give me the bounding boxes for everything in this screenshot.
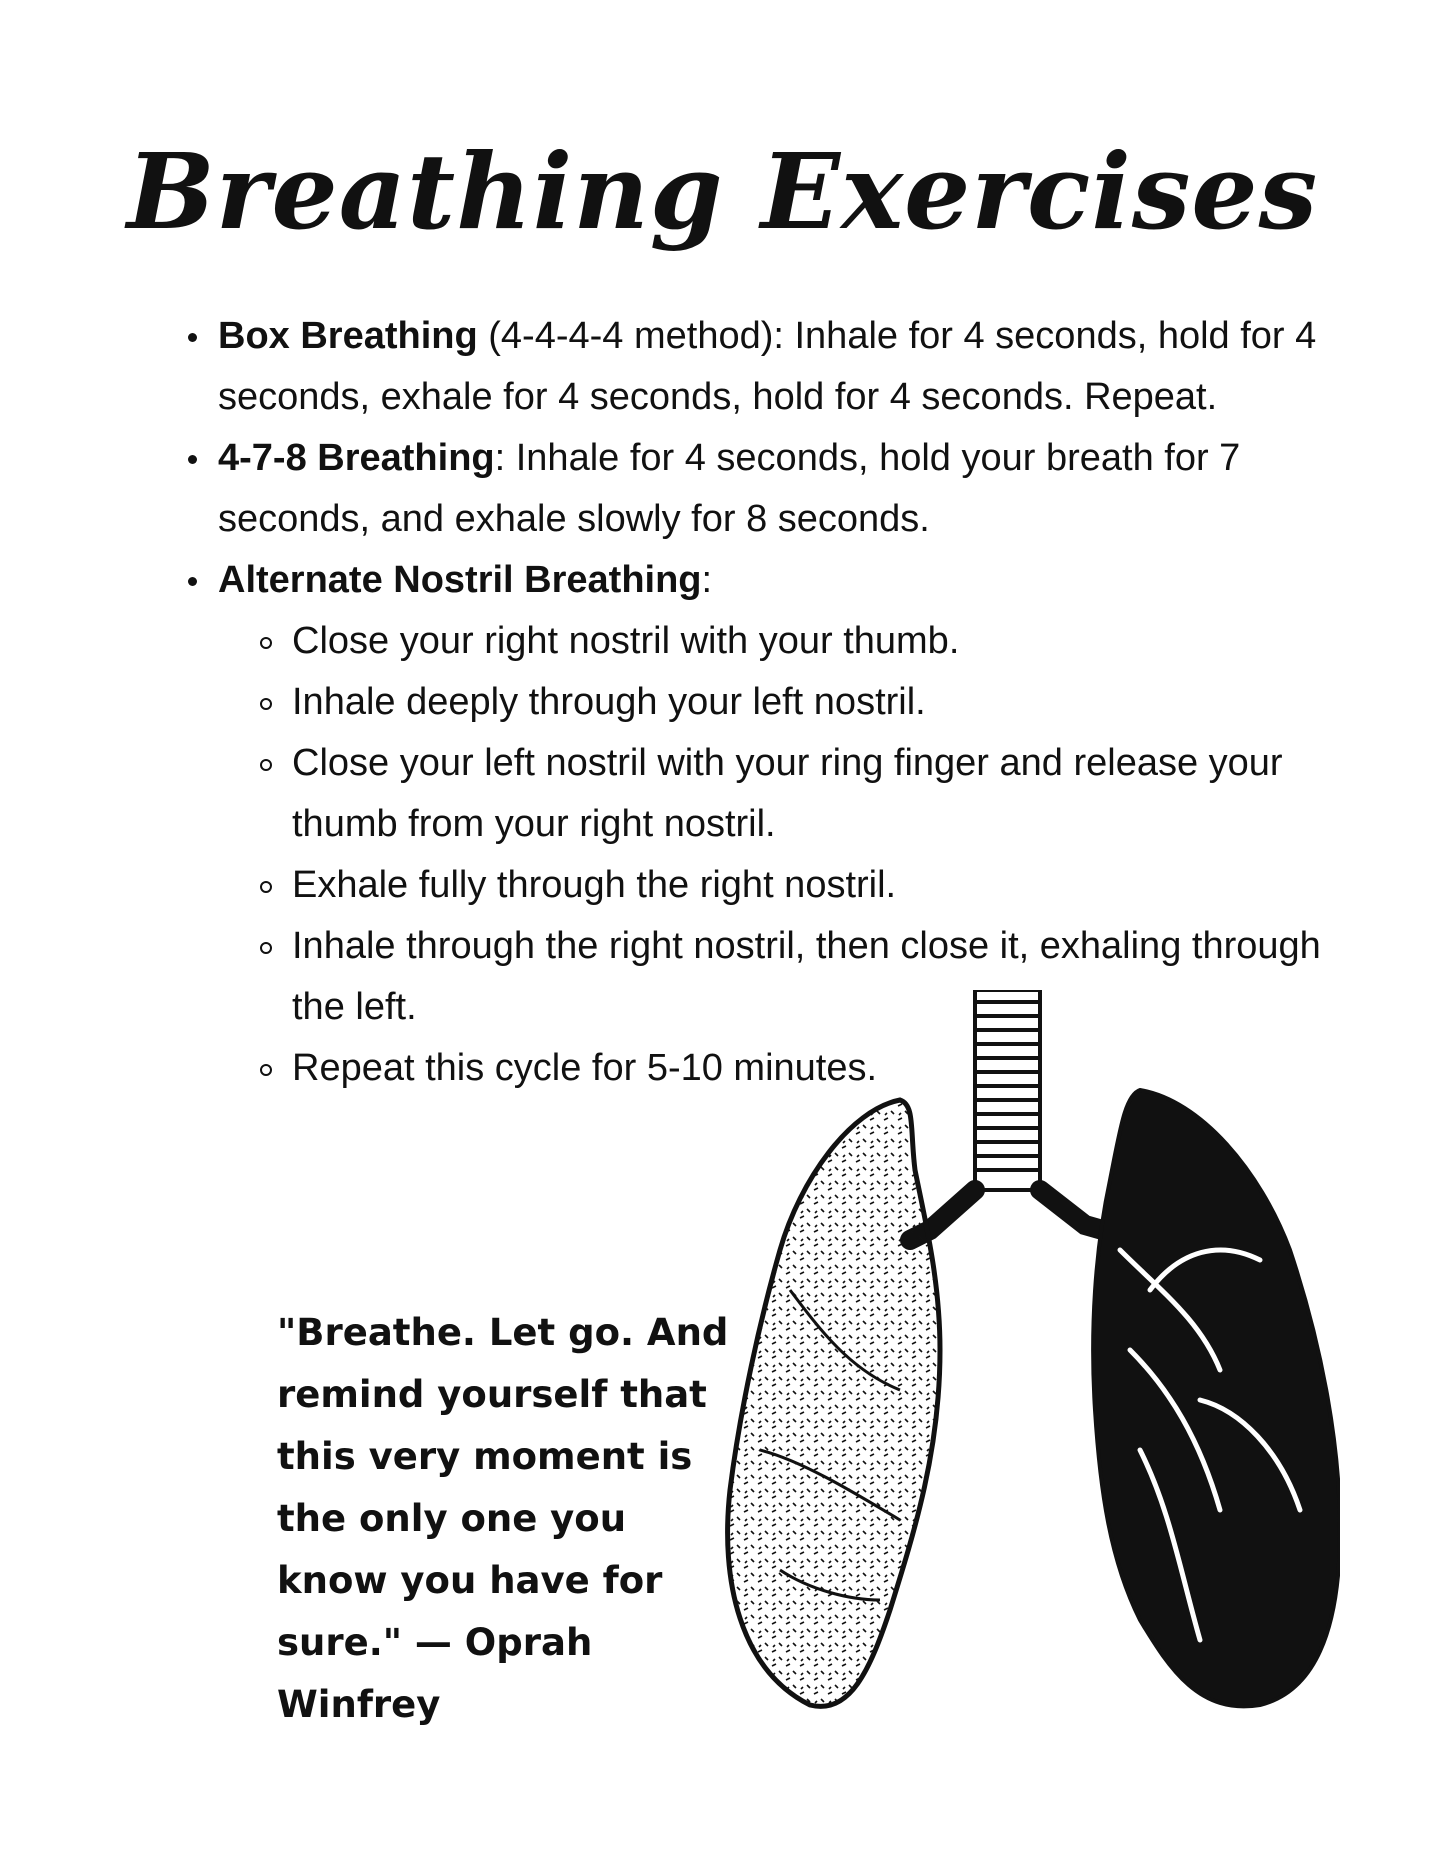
step-item: Inhale deeply through your left nostril. (292, 672, 1323, 733)
step-item: Close your right nostril with your thumb. (292, 611, 1323, 672)
step-item: Repeat this cycle for 5-10 minutes. (292, 1038, 1323, 1099)
page-title: Breathing Exercises (126, 130, 1319, 253)
list-item-478-breathing (218, 428, 1323, 550)
item-term: Alternate Nostril Breathing (218, 559, 702, 601)
right-lung-shape (1093, 1090, 1340, 1706)
trachea-shape (910, 990, 1120, 1240)
item-text: : Inhale for 4 seconds, hold your breath for 7 seconds, and exhale slowly for 8 seconds. (218, 437, 1241, 540)
item-text: (4-4-4-4 method): Inhale for 4 seconds, hold for 4 seconds, exhale for 4 seconds, hold for 4 seconds. Repeat. (218, 315, 1317, 418)
item-term: 4-7-8 Breathing (218, 437, 495, 479)
item-text: : (701, 559, 713, 601)
item-term: Box Breathing (218, 315, 478, 357)
step-item: Inhale through the right nostril, then close it, exhaling through the left. (292, 916, 1323, 1038)
left-lung-shape (728, 1100, 940, 1706)
quote-text: "Breathe. Let go. And remind yourself that this very moment is the only one you know you have for sure." — Oprah Winfrey (277, 1311, 729, 1726)
list-item-box-breathing (218, 306, 1323, 428)
lungs-illustration (700, 990, 1340, 1715)
step-item: Close your left nostril with your ring finger and release your thumb from your right nostril. (292, 733, 1323, 855)
step-item: Exhale fully through the right nostril. (292, 855, 1323, 916)
exercise-list (183, 306, 1323, 1099)
